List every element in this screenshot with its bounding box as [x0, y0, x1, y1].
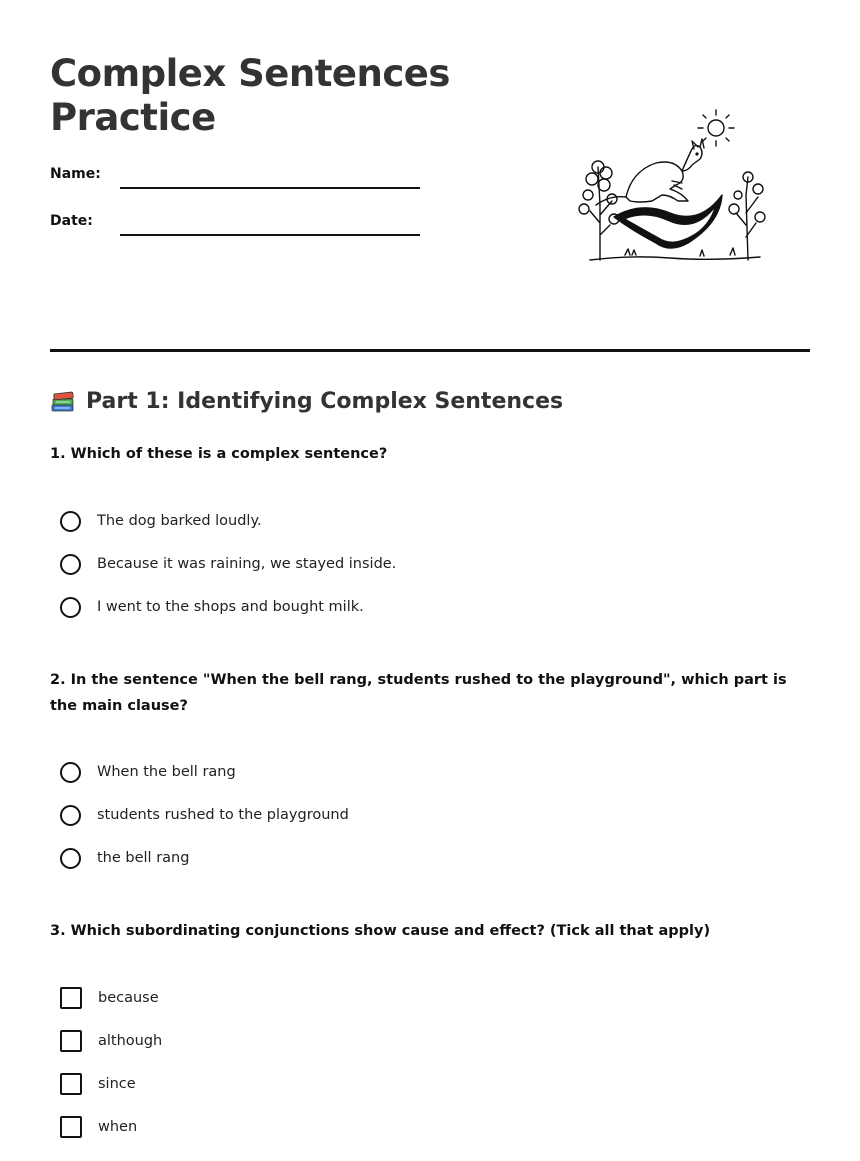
radio-button[interactable]: [60, 597, 81, 618]
q3-option-4[interactable]: [60, 1114, 137, 1140]
radio-button[interactable]: [60, 554, 81, 575]
divider: [50, 349, 810, 352]
date-label: Date:: [50, 213, 93, 229]
books-icon: [50, 388, 76, 414]
radio-button[interactable]: [60, 762, 81, 783]
name-field[interactable]: [120, 187, 420, 189]
checkbox[interactable]: [60, 1116, 82, 1138]
q3-option-2[interactable]: [60, 1028, 162, 1054]
q3-option-3[interactable]: [60, 1071, 136, 1097]
checkbox[interactable]: [60, 1073, 82, 1095]
q3-option-1[interactable]: [60, 985, 159, 1011]
checkbox[interactable]: [60, 987, 82, 1009]
q1-option-3[interactable]: [60, 594, 364, 620]
q1-option-2[interactable]: [60, 551, 396, 577]
section-heading-text: Part 1: Identifying Complex Sentences: [86, 388, 564, 414]
radio-button[interactable]: [60, 805, 81, 826]
q2-option-2[interactable]: [60, 802, 349, 828]
option-label: although: [98, 1033, 163, 1049]
option-label: I went to the shops and bought milk.: [97, 599, 364, 615]
question-1: 1. Which of these is a complex sentence?: [50, 446, 388, 462]
checkbox[interactable]: [60, 1030, 82, 1052]
option-label: Because it was raining, we stayed inside.: [97, 556, 397, 572]
option-label: the bell rang: [97, 850, 190, 866]
section-heading: [50, 388, 563, 414]
page-title: Complex Sentences Practice: [50, 52, 450, 139]
date-field[interactable]: [120, 234, 420, 236]
option-label: because: [98, 990, 159, 1006]
question-3: 3. Which subordinating conjunctions show cause and effect? (Tick all that apply): [50, 923, 711, 939]
radio-button[interactable]: [60, 848, 81, 869]
q2-option-3[interactable]: [60, 845, 189, 871]
q1-option-1[interactable]: [60, 508, 262, 534]
name-label: Name:: [50, 166, 101, 182]
option-label: students rushed to the playground: [97, 807, 349, 823]
question-2: 2. In the sentence "When the bell rang, students rushed to the playground", which part is the main clause?: [50, 672, 787, 714]
kangaroo-boomerang-illustration: [570, 105, 780, 270]
option-label: The dog barked loudly.: [97, 513, 262, 529]
option-label: When the bell rang: [97, 764, 236, 780]
q2-option-1[interactable]: [60, 759, 236, 785]
option-label: since: [98, 1076, 136, 1092]
option-label: when: [98, 1119, 138, 1135]
radio-button[interactable]: [60, 511, 81, 532]
